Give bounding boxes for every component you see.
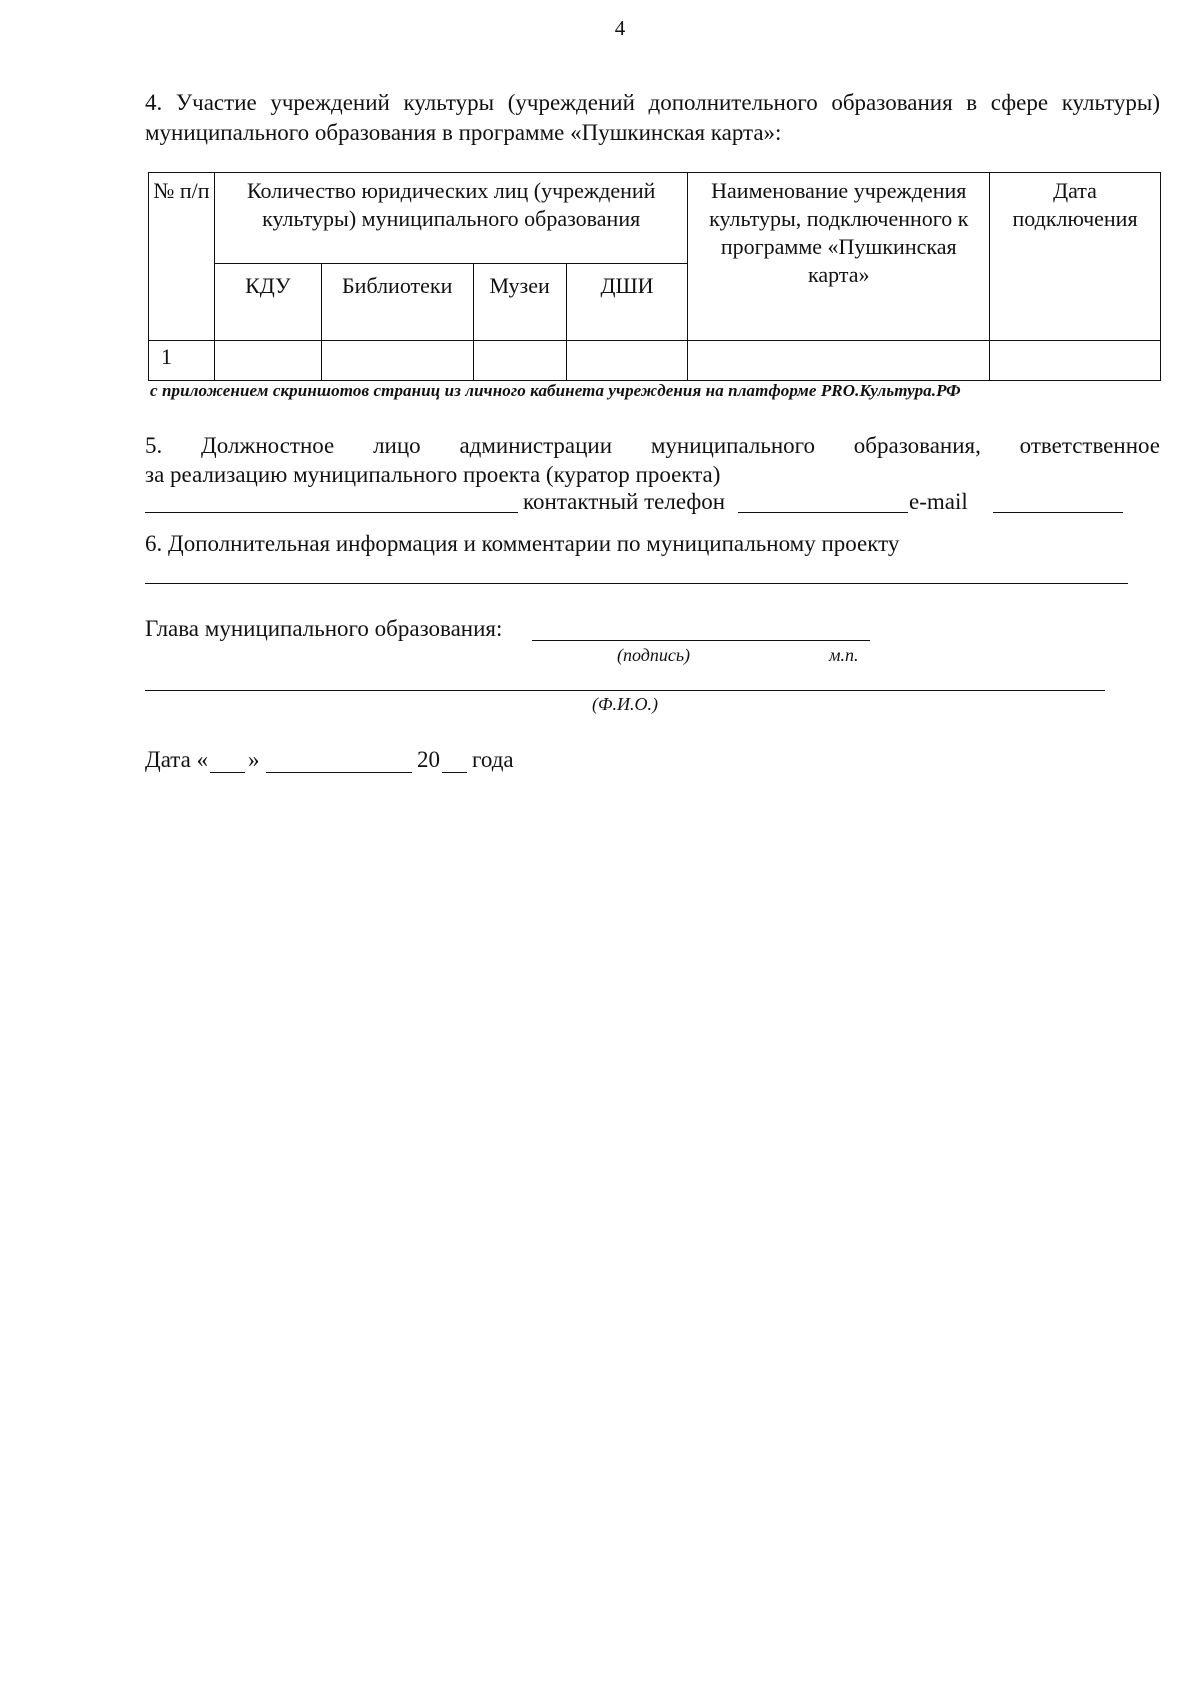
row-1-num: 1 xyxy=(149,341,215,381)
date-quote-close: » xyxy=(248,747,260,772)
phone-label: контактный телефон xyxy=(523,489,726,514)
date-month-field[interactable] xyxy=(266,772,412,773)
head-label: Глава муниципального образования: xyxy=(145,616,503,641)
participation-table xyxy=(148,172,1161,381)
row-1-dshi[interactable] xyxy=(566,341,688,381)
fio-caption: (Ф.И.О.) xyxy=(592,694,658,714)
subheader-dshi: ДШИ xyxy=(566,264,688,341)
email-field[interactable] xyxy=(993,512,1123,513)
subheader-libraries: Библиотеки xyxy=(321,264,473,341)
section-5-line-1: 5. Должностное лицо администрации муниципального образования, ответственное xyxy=(145,433,1160,458)
row-1-museums[interactable] xyxy=(473,341,566,381)
date-suffix: года xyxy=(472,747,514,772)
header-connection-date: Дата подключения xyxy=(990,173,1161,341)
stamp-caption: м.п. xyxy=(829,645,859,665)
row-1-kdu[interactable] xyxy=(214,341,321,381)
email-label: e-mail xyxy=(909,489,968,514)
row-1-connection-date[interactable] xyxy=(990,341,1161,381)
row-1-institution-name[interactable] xyxy=(688,341,990,381)
section-5-line-2: за реализацию муниципального проекта (куратор проекта) xyxy=(145,462,721,487)
page-number: 4 xyxy=(614,16,626,40)
phone-field[interactable] xyxy=(738,512,908,513)
fio-field[interactable] xyxy=(145,690,1105,691)
section-6-heading: 6. Дополнительная информация и комментарии по муниципальному проекту xyxy=(145,531,900,556)
header-num: № п/п xyxy=(149,173,215,341)
subheader-museums: Музеи xyxy=(473,264,566,341)
header-count: Количество юридических лиц (учреждений культуры) муниципального образования xyxy=(214,173,688,264)
date-year-field[interactable] xyxy=(442,772,467,773)
section-4-heading: 4. Участие учреждений культуры (учреждений дополнительного образования в сфере культуры) муниципального образования в программе «Пушкинская карта»: xyxy=(145,90,1160,145)
date-year-prefix: 20 xyxy=(417,747,440,772)
screenshot-note: с приложением скриншотов страниц из личного кабинета учреждения на платформе PRO.Культура.РФ xyxy=(150,381,961,400)
curator-name-field[interactable] xyxy=(145,512,518,513)
date-day-field[interactable] xyxy=(210,772,245,773)
comments-field[interactable] xyxy=(145,583,1128,584)
subheader-kdu: КДУ xyxy=(214,264,321,341)
date-prefix: Дата « xyxy=(145,747,209,772)
row-1-libraries[interactable] xyxy=(321,341,473,381)
header-institution-name: Наименование учреждения культуры, подключенного к программе «Пушкинская карта» xyxy=(688,173,990,341)
signature-field[interactable] xyxy=(532,640,870,641)
signature-caption: (подпись) xyxy=(617,645,691,665)
